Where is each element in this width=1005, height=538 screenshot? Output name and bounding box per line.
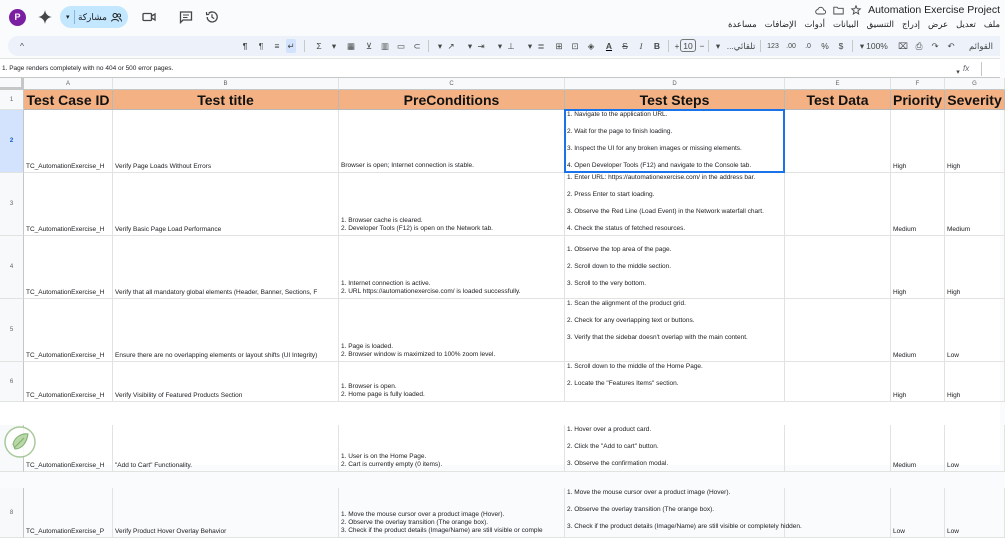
test-step-line xyxy=(567,271,783,280)
cell-value: Medium xyxy=(947,226,970,233)
fill-color-icon[interactable]: ◈ xyxy=(586,39,596,53)
cell-value: Verify Basic Page Load Performance xyxy=(115,226,221,233)
currency-format-button[interactable]: $ xyxy=(836,39,846,53)
cell-value: Medium xyxy=(893,462,916,469)
test-step-line: 3. Scroll to the very bottom. xyxy=(567,280,783,288)
cell-test-data[interactable] xyxy=(785,236,891,299)
collapse-toolbar-chevron-icon[interactable]: ^ xyxy=(18,39,26,53)
zoom-dropdown-chevron-icon[interactable]: ▾ xyxy=(858,39,866,53)
test-step-line xyxy=(567,325,783,334)
cell-test-case-id[interactable] xyxy=(24,488,113,538)
test-step-line: 3. Observe the Red Line (Load Event) in the Network waterfall chart. xyxy=(567,208,783,216)
cell-priority[interactable] xyxy=(891,173,945,236)
cell-priority[interactable] xyxy=(891,362,945,402)
test-step-line: 2. Wait for the page to finish loading. xyxy=(567,128,783,136)
precondition-line: 1. Internet connection is active. xyxy=(341,280,521,288)
test-step-line: 1. Navigate to the application URL. xyxy=(567,111,783,119)
test-step-line: 1. Observe the top area of the page. xyxy=(567,246,783,254)
precondition-lines xyxy=(341,511,543,535)
test-steps-lines xyxy=(567,111,783,170)
test-step-line xyxy=(567,216,783,225)
cell-test-title[interactable] xyxy=(113,362,339,402)
header-cell-test-data[interactable]: Test Data xyxy=(785,90,891,110)
merge-cells-icon[interactable]: ⊞ xyxy=(554,39,564,53)
cell-test-data[interactable] xyxy=(785,362,891,402)
cell-test-case-id[interactable] xyxy=(24,362,113,402)
font-size-increase-icon[interactable]: + xyxy=(673,39,681,53)
row-header-5[interactable]: 5 xyxy=(0,299,24,362)
row-header-6[interactable]: 6 xyxy=(0,362,24,402)
column-header-g[interactable]: G xyxy=(945,78,1005,90)
fx-icon: fx xyxy=(963,64,969,73)
cell-value: High xyxy=(893,163,906,170)
cell-preconditions[interactable] xyxy=(339,425,565,472)
cell-severity[interactable] xyxy=(945,110,1005,173)
formula-bar-content[interactable]: 1. Page renders completely with no 404 or 500 error pages. xyxy=(2,65,173,72)
cell-test-steps[interactable] xyxy=(565,236,785,299)
italic-icon[interactable]: I xyxy=(636,39,646,53)
cell-value: TC_AutomationExercise_P xyxy=(26,528,104,535)
cell-value: Verify that all mandatory global elements (Header, Banner, Sections, F xyxy=(115,289,317,296)
menu-file[interactable]: ملف xyxy=(984,19,1000,32)
cell-value: Ensure there are no overlapping elements or layout shifts (UI Integrity) xyxy=(115,352,317,359)
cell-test-steps[interactable] xyxy=(565,362,785,402)
star-icon[interactable] xyxy=(851,5,861,15)
decimal-decrease-button[interactable]: .0 xyxy=(802,39,814,53)
test-steps-lines xyxy=(567,363,783,388)
cell-test-steps[interactable] xyxy=(565,173,785,236)
test-steps-lines xyxy=(567,300,783,342)
column-header-e[interactable]: E xyxy=(785,78,891,90)
cell-test-steps[interactable] xyxy=(565,299,785,362)
precondition-lines xyxy=(341,383,425,399)
share-dropdown-chevron-icon[interactable]: ▾ xyxy=(66,13,70,21)
cell-preconditions[interactable] xyxy=(339,173,565,236)
menu-extensions[interactable]: الإضافات xyxy=(765,19,797,32)
cell-test-case-id[interactable] xyxy=(24,299,113,362)
zoom-select[interactable]: 100% xyxy=(866,39,888,53)
precondition-line: 1. Move the mouse cursor over a product image (Hover). xyxy=(341,511,543,519)
test-step-line xyxy=(567,514,783,523)
cell-value: TC_AutomationExercise_H xyxy=(26,462,104,469)
toolbar-divider xyxy=(708,40,709,52)
cell-severity[interactable] xyxy=(945,488,1005,538)
version-history-icon[interactable] xyxy=(204,9,220,25)
test-step-line: 2. Scroll down to the middle section. xyxy=(567,263,783,271)
cell-priority[interactable] xyxy=(891,110,945,173)
test-step-line: 4. Open Developer Tools (F12) and navigate to the Console tab. xyxy=(567,162,783,170)
menu-bar xyxy=(728,19,1000,32)
cell-severity[interactable] xyxy=(945,299,1005,362)
spreadsheet-grid[interactable] xyxy=(0,78,1000,465)
column-header-d[interactable]: D xyxy=(565,78,785,90)
column-header-a[interactable]: A xyxy=(24,78,113,90)
wrap-dropdown-chevron-icon[interactable]: ▾ xyxy=(466,39,474,53)
title-bar xyxy=(0,0,1000,34)
precondition-line: 2. Browser window is maximized to 100% zoom level. xyxy=(341,351,495,359)
cell-value: "Add to Cart" Functionality. xyxy=(115,462,192,469)
test-step-line: 1. Scan the alignment of the product grid. xyxy=(567,300,783,308)
cell-value: TC_AutomationExercise_H xyxy=(26,352,104,359)
header-cell-priority[interactable]: Priority xyxy=(891,90,945,110)
precondition-line: 2. Developer Tools (F12) is open on the Network tab. xyxy=(341,225,493,233)
cell-test-title[interactable] xyxy=(113,110,339,173)
functions-dropdown-chevron-icon[interactable]: ▾ xyxy=(330,39,338,53)
align-left-icon[interactable]: ≡ xyxy=(272,39,282,53)
cell-value: Medium xyxy=(893,352,916,359)
move-folder-icon[interactable] xyxy=(833,6,844,15)
precondition-line: 1. User is on the Home Page. xyxy=(341,453,442,461)
document-title[interactable]: Automation Exercise Project xyxy=(868,4,1000,16)
menu-help[interactable]: مساعدة xyxy=(728,19,757,32)
cell-test-case-id[interactable] xyxy=(24,236,113,299)
cell-test-title[interactable] xyxy=(113,173,339,236)
share-button[interactable] xyxy=(60,6,128,28)
precondition-lines xyxy=(341,343,495,359)
test-step-line xyxy=(567,182,783,191)
text-rotation-icon[interactable]: ↗ xyxy=(446,39,456,53)
select-all-corner[interactable] xyxy=(0,78,24,90)
header-cell-test-case-id[interactable]: Test Case ID xyxy=(24,90,113,110)
column-header-c[interactable]: C xyxy=(339,78,565,90)
cell-test-data[interactable] xyxy=(785,110,891,173)
test-step-line xyxy=(567,451,783,460)
text-color-icon[interactable]: A xyxy=(604,39,614,53)
cell-severity[interactable] xyxy=(945,173,1005,236)
search-menus-button[interactable]: القوائم xyxy=(963,39,993,53)
cell-value: Low xyxy=(947,352,959,359)
cell-preconditions[interactable] xyxy=(339,236,565,299)
precondition-line: 2. URL https://automationexercise.com/ is loaded successfully. xyxy=(341,288,521,296)
text-wrapping-icon[interactable]: ⇥ xyxy=(476,39,486,53)
menu-insert[interactable]: إدراج xyxy=(902,19,920,32)
cell-test-data[interactable] xyxy=(785,299,891,362)
share-label: مشاركة xyxy=(78,12,107,23)
cell-severity[interactable] xyxy=(945,362,1005,402)
test-step-line: 3. Observe the confirmation modal. xyxy=(567,460,783,468)
toolbar-divider xyxy=(760,40,761,52)
cell-test-case-id[interactable] xyxy=(24,110,113,173)
font-family-select[interactable]: تلقائي... xyxy=(724,39,758,53)
toolbar xyxy=(8,36,1000,56)
precondition-line: 3. Check if the product details (Image/Name) are still visible or comple xyxy=(341,527,543,535)
cell-value: High xyxy=(947,289,960,296)
table-icon[interactable]: ▦ xyxy=(346,39,356,53)
test-step-line: 2. Locate the "Features Items" section. xyxy=(567,380,783,388)
rotate-dropdown-chevron-icon[interactable]: ▾ xyxy=(436,39,444,53)
vertical-align-icon[interactable]: ⊥ xyxy=(506,39,516,53)
cell-test-data[interactable] xyxy=(785,488,891,538)
test-step-line: 2. Click the "Add to cart" button. xyxy=(567,443,783,451)
number-format-select[interactable]: 123 xyxy=(766,39,780,53)
cell-priority[interactable] xyxy=(891,299,945,362)
chart-icon[interactable]: ▥ xyxy=(380,39,390,53)
valign-dropdown-chevron-icon[interactable]: ▾ xyxy=(496,39,504,53)
cell-value: TC_AutomationExercise_H xyxy=(26,226,104,233)
account-avatar[interactable]: P xyxy=(9,9,26,26)
bold-icon[interactable]: B xyxy=(652,39,662,53)
cell-preconditions[interactable] xyxy=(339,299,565,362)
precondition-lines xyxy=(341,217,493,233)
test-step-line: 1. Hover over a product card. xyxy=(567,426,783,434)
cell-severity[interactable] xyxy=(945,425,1005,472)
row-header-2[interactable]: 2 xyxy=(0,110,24,173)
test-steps-lines xyxy=(567,426,783,468)
test-step-line: 1. Move the mouse cursor over a product image (Hover). xyxy=(567,489,783,497)
toolbar-divider xyxy=(428,40,429,52)
insert-link-icon[interactable]: ⊂ xyxy=(412,39,422,53)
column-header-f[interactable]: F xyxy=(891,78,945,90)
cell-test-case-id[interactable] xyxy=(24,425,113,472)
precondition-line: 2. Observe the overlay transition (The orange box). xyxy=(341,519,543,527)
leaf-shield-watermark-icon xyxy=(3,425,37,459)
cell-test-data[interactable] xyxy=(785,425,891,472)
cell-test-title[interactable] xyxy=(113,425,339,472)
test-step-line xyxy=(567,371,783,380)
header-cell-preconditions[interactable]: PreConditions xyxy=(339,90,565,110)
cell-preconditions[interactable] xyxy=(339,110,565,173)
test-step-line xyxy=(567,308,783,317)
redo-icon[interactable]: ↷ xyxy=(930,39,940,53)
cell-value: Low xyxy=(947,462,959,469)
percent-format-button[interactable]: % xyxy=(820,39,830,53)
test-step-line xyxy=(567,119,783,128)
cell-value: Verify Page Loads Without Errors xyxy=(115,163,211,170)
text-direction-rtl-icon[interactable]: ¶ xyxy=(240,39,250,53)
halign-dropdown-chevron-icon[interactable]: ▾ xyxy=(526,39,534,53)
precondition-line: 2. Cart is currently empty (0 items). xyxy=(341,461,442,469)
test-step-line: 2. Observe the overlay transition (The orange box). xyxy=(567,506,783,514)
precondition-line: 2. Home page is fully loaded. xyxy=(341,391,425,399)
name-box[interactable] xyxy=(981,62,1000,76)
comment-icon[interactable] xyxy=(178,9,194,25)
cell-preconditions[interactable] xyxy=(339,488,565,538)
precondition-lines xyxy=(341,453,442,469)
test-step-line: 4. Check the status of fetched resources. xyxy=(567,225,783,233)
functions-sigma-icon[interactable]: Σ xyxy=(314,39,324,53)
paint-format-icon[interactable]: ⌧ xyxy=(898,39,908,53)
horizontal-align-icon[interactable]: ≣ xyxy=(536,39,546,53)
header-cell-test-steps[interactable]: Test Steps xyxy=(565,90,785,110)
header-cell-severity[interactable]: Severity xyxy=(945,90,1005,110)
row-header-8[interactable]: 8 xyxy=(0,488,24,538)
cell-test-steps[interactable] xyxy=(565,425,785,472)
font-size-decrease-icon[interactable]: − xyxy=(698,39,706,53)
test-steps-lines xyxy=(567,237,783,288)
precondition-line: 1. Browser is open. xyxy=(341,383,425,391)
cell-value: Medium xyxy=(893,226,916,233)
cell-value: High xyxy=(893,392,906,399)
cell-test-title[interactable] xyxy=(113,299,339,362)
menu-view[interactable]: عرض xyxy=(928,19,948,32)
test-step-line: 3. Inspect the UI for any broken images or missing elements. xyxy=(567,145,783,153)
row-header-3[interactable]: 3 xyxy=(0,173,24,236)
test-step-line xyxy=(567,237,783,246)
menu-tools[interactable]: أدوات xyxy=(804,19,825,32)
cell-test-title[interactable] xyxy=(113,236,339,299)
insert-comment-icon[interactable]: ▭ xyxy=(396,39,406,53)
cell-value: TC_AutomationExercise_H xyxy=(26,289,104,296)
video-call-icon[interactable] xyxy=(141,9,157,25)
precondition-line: 1. Browser cache is cleared. xyxy=(341,217,493,225)
wrap-text-icon[interactable]: ↵ xyxy=(286,39,296,53)
cell-test-steps[interactable] xyxy=(565,488,785,538)
cell-test-title[interactable] xyxy=(113,488,339,538)
cell-value: Low xyxy=(947,528,959,535)
cell-value: TC_AutomationExercise_H xyxy=(26,392,104,399)
test-step-line: 2. Check for any overlapping text or buttons. xyxy=(567,317,783,325)
test-step-line xyxy=(567,497,783,506)
test-step-line: 1. Enter URL: https://automationexercise.com/ in the address bar. xyxy=(567,174,783,182)
test-step-line xyxy=(567,199,783,208)
precondition-lines xyxy=(341,280,521,296)
header-cell-test-title[interactable]: Test title xyxy=(113,90,339,110)
formula-expand-chevron-icon[interactable]: ▾ xyxy=(954,65,962,79)
precondition-line: 1. Page is loaded. xyxy=(341,343,495,351)
row-header-4[interactable]: 4 xyxy=(0,236,24,299)
decimal-increase-button[interactable]: .00 xyxy=(784,39,798,53)
borders-icon[interactable]: ⊡ xyxy=(570,39,580,53)
cell-test-case-id[interactable] xyxy=(24,173,113,236)
test-step-line xyxy=(567,153,783,162)
test-step-line: 3. Verify that the sidebar doesn't overlap with the main content. xyxy=(567,334,783,342)
cell-value: High xyxy=(893,289,906,296)
people-icon xyxy=(111,13,122,22)
strikethrough-icon[interactable]: S xyxy=(620,39,630,53)
cell-value: High xyxy=(947,163,960,170)
row-header-1[interactable]: 1 xyxy=(0,90,24,110)
precondition-line: Browser is open; Internet connection is stable. xyxy=(341,162,474,170)
precondition-lines xyxy=(341,162,474,170)
test-step-line: 1. Scroll down to the middle of the Home Page. xyxy=(567,363,783,371)
cell-value: TC_AutomationExercise_H xyxy=(26,163,104,170)
undo-icon[interactable]: ↶ xyxy=(946,39,956,53)
cell-value: High xyxy=(947,392,960,399)
text-direction-ltr-icon[interactable]: ¶ xyxy=(256,39,266,53)
cell-value: Verify Visibility of Featured Products Section xyxy=(115,392,242,399)
cloud-saved-icon xyxy=(815,6,826,15)
menu-format[interactable]: التنسيق xyxy=(867,19,894,32)
filter-icon[interactable]: ⊻ xyxy=(364,39,374,53)
test-step-line: 2. Press Enter to start loading. xyxy=(567,191,783,199)
cell-test-data[interactable] xyxy=(785,173,891,236)
font-dropdown-chevron-icon[interactable]: ▾ xyxy=(714,39,722,53)
toolbar-divider xyxy=(852,40,853,52)
test-step-line xyxy=(567,254,783,263)
test-step-line xyxy=(567,434,783,443)
menu-data[interactable]: البيانات xyxy=(833,19,859,32)
cell-priority[interactable] xyxy=(891,488,945,538)
column-header-b[interactable]: B xyxy=(113,78,339,90)
font-size-input[interactable]: 10 xyxy=(680,39,696,52)
cell-priority[interactable] xyxy=(891,236,945,299)
cell-value: Low xyxy=(893,528,905,535)
cell-test-steps[interactable] xyxy=(565,110,785,173)
test-step-line xyxy=(567,136,783,145)
cell-value: Verify Product Hover Overlay Behavior xyxy=(115,528,226,535)
test-steps-lines xyxy=(567,174,783,233)
menu-edit[interactable]: تعديل xyxy=(956,19,976,32)
cell-priority[interactable] xyxy=(891,425,945,472)
formula-bar[interactable] xyxy=(0,58,1000,78)
title-area xyxy=(815,3,1000,17)
cell-preconditions[interactable] xyxy=(339,362,565,402)
toolbar-divider xyxy=(304,40,305,52)
gemini-sparkle-icon[interactable] xyxy=(37,9,53,25)
toolbar-divider xyxy=(668,40,669,52)
test-steps-lines xyxy=(567,489,783,531)
test-step-line: 3. Check if the product details (Image/Name) are still visible or completely hidden. xyxy=(567,523,783,531)
print-icon[interactable]: ⎙ xyxy=(914,39,924,53)
cell-severity[interactable] xyxy=(945,236,1005,299)
